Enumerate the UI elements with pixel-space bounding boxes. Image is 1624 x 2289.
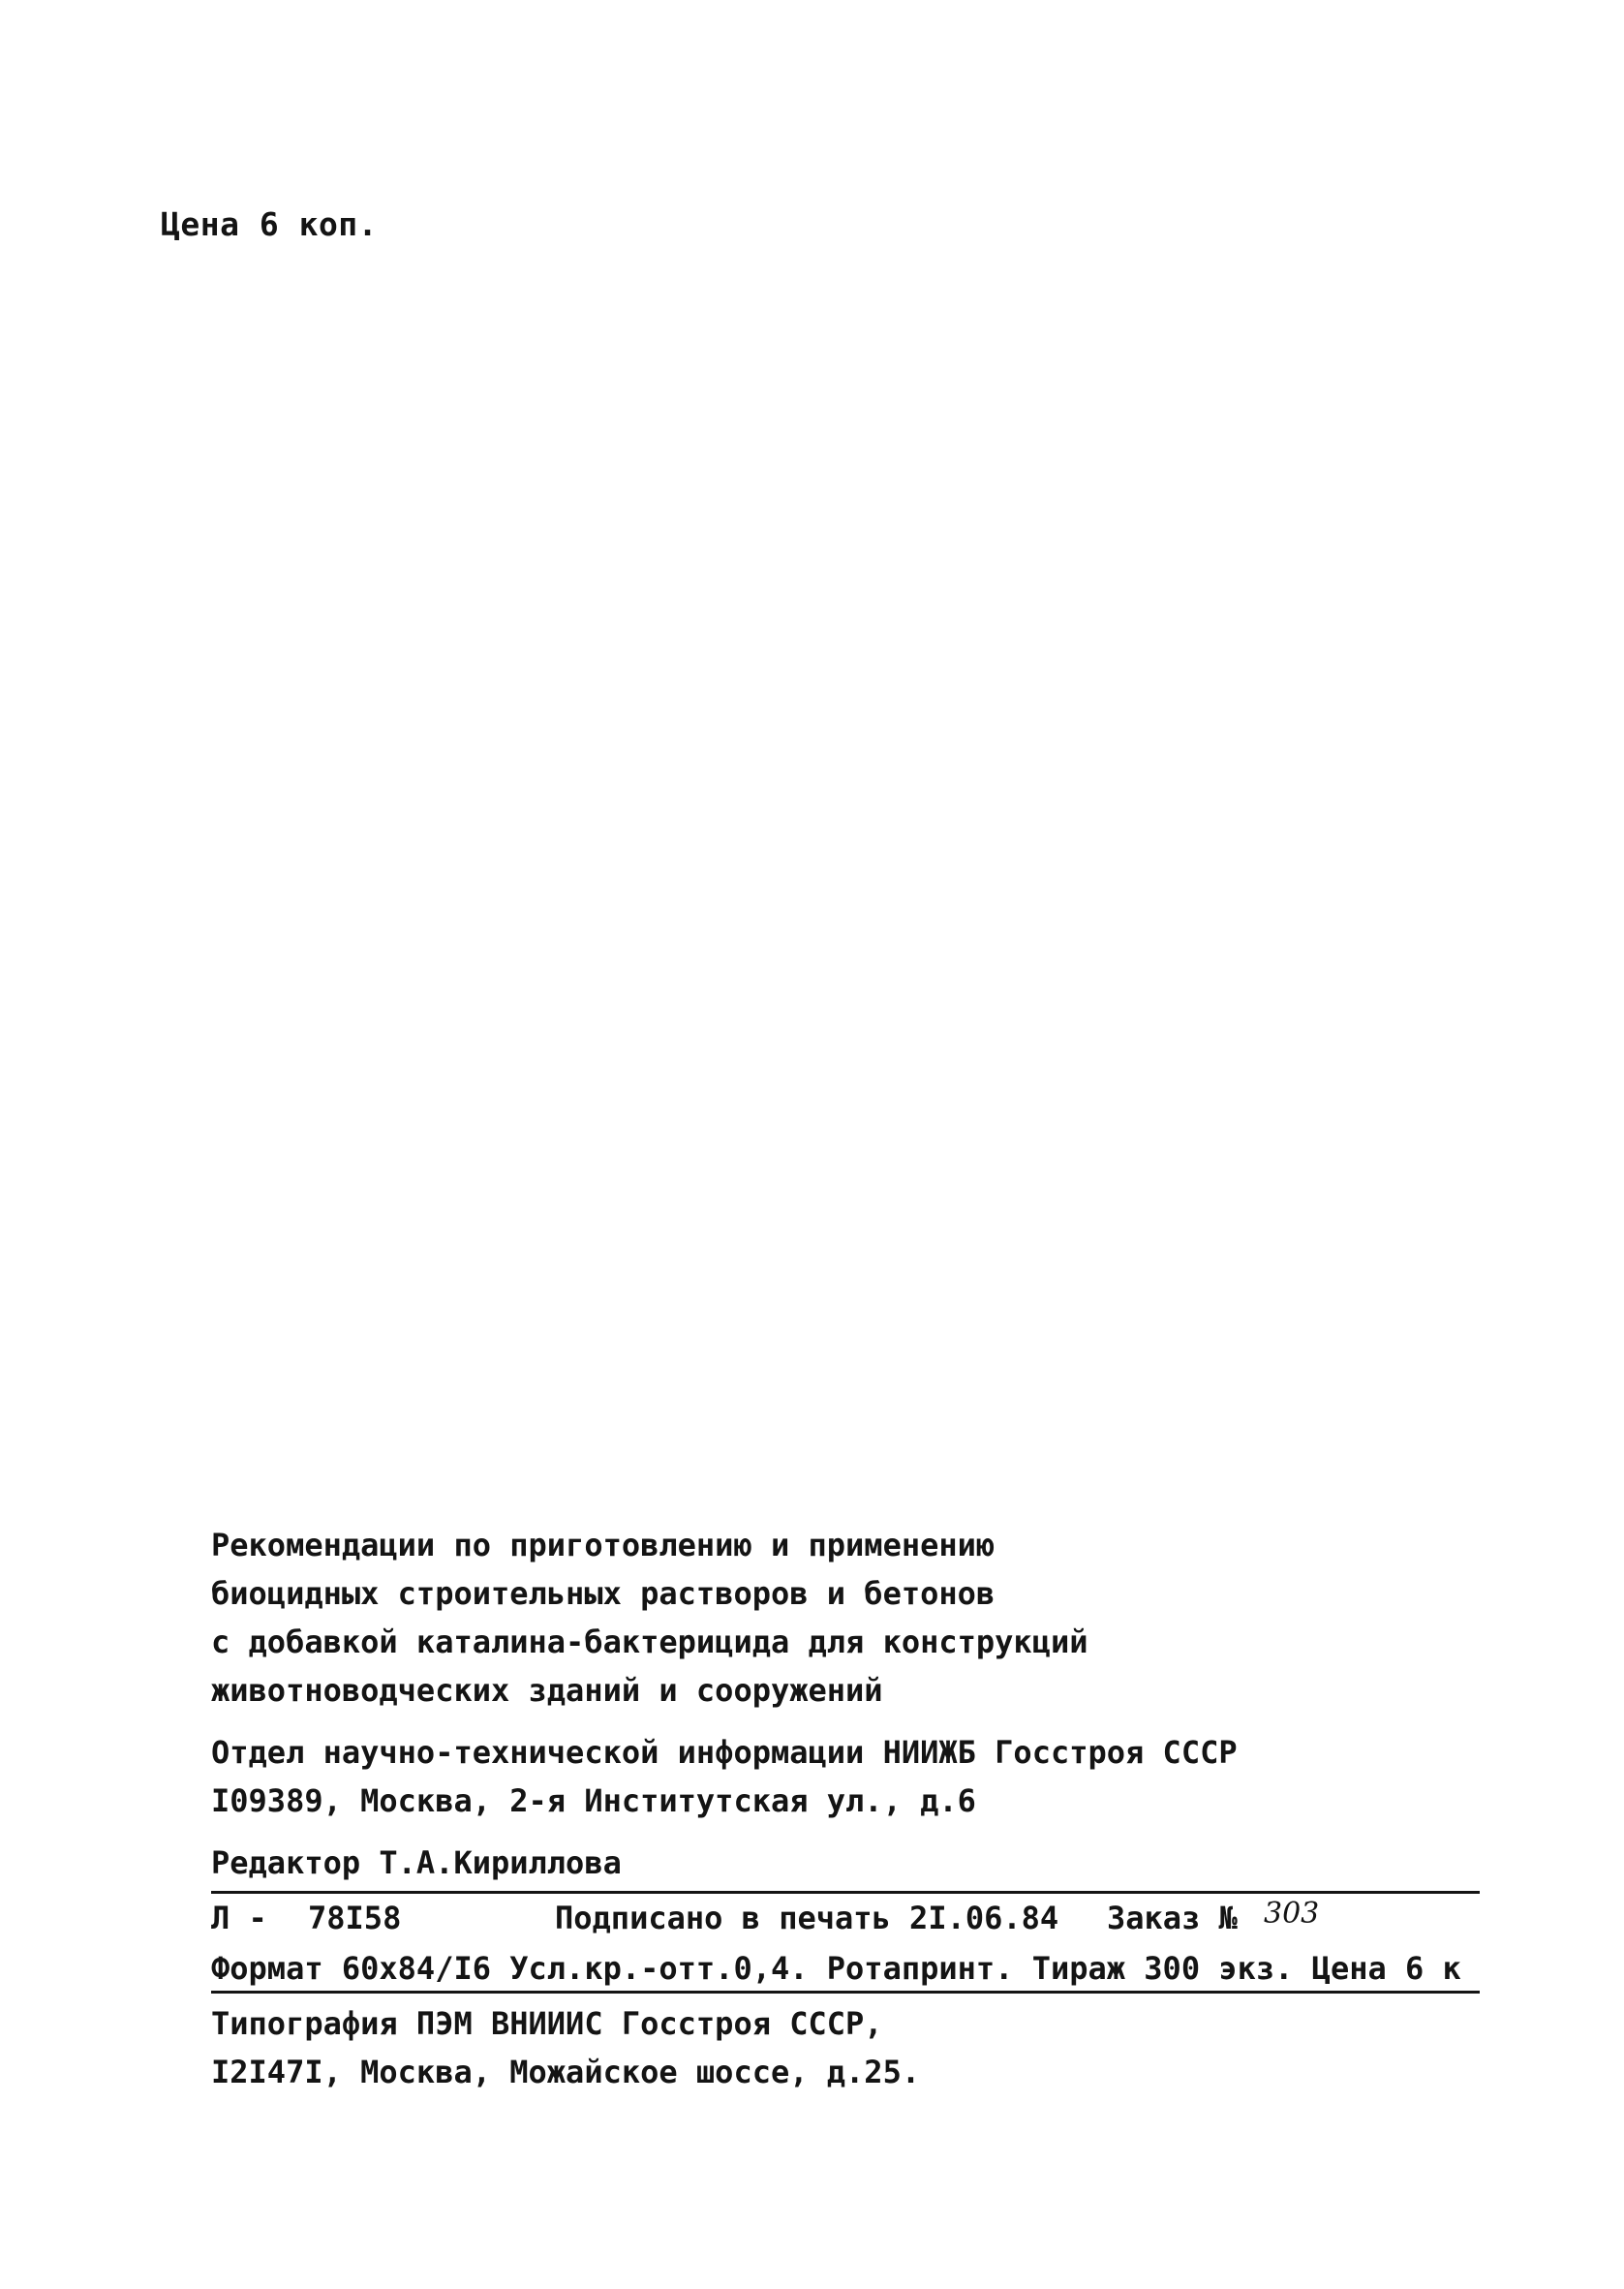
printer-info: [211, 1999, 1489, 2096]
editor-credit: Редактор Т.А.Кириллова: [211, 1844, 622, 1881]
imprint-block: [211, 1521, 1489, 2096]
printer-line: Типография ПЭМ ВНИИИС Госстроя СССР,: [211, 2005, 883, 2042]
order-number-handwritten: 303: [1264, 1897, 1320, 1931]
publisher-line: Отдел научно-технической информации НИИЖБ Госстроя СССР: [211, 1734, 1238, 1771]
price-note: Цена 6 коп.: [161, 205, 379, 243]
title-line: биоцидных строительных растворов и бетонов: [211, 1575, 996, 1612]
order-line: [211, 1894, 1489, 1944]
series-code: Л -: [211, 1900, 267, 1936]
document-title: [211, 1521, 1489, 1715]
title-line: с добавкой каталина-бактерицида для конструкций: [211, 1624, 1088, 1660]
title-line: животноводческих зданий и сооружений: [211, 1672, 883, 1709]
signed-for-print: Подписано в печать 2I.06.84: [555, 1900, 1059, 1936]
publisher-address: I09389, Москва, 2-я Институтская ул., д.6: [211, 1782, 976, 1819]
format-line: Формат 60x84/I6 Усл.кр.-отт.0,4. Ротапринт. Тираж 300 экз. Цена 6 к: [211, 1946, 1480, 1994]
order-label: Заказ №: [1107, 1900, 1238, 1936]
series-number: 78I58: [308, 1900, 402, 1936]
publisher-info: [211, 1728, 1489, 1825]
printer-address: I2I47I, Москва, Можайское шоссе, д.25.: [211, 2054, 921, 2090]
title-line: Рекомендации по приготовлению и применению: [211, 1527, 996, 1563]
